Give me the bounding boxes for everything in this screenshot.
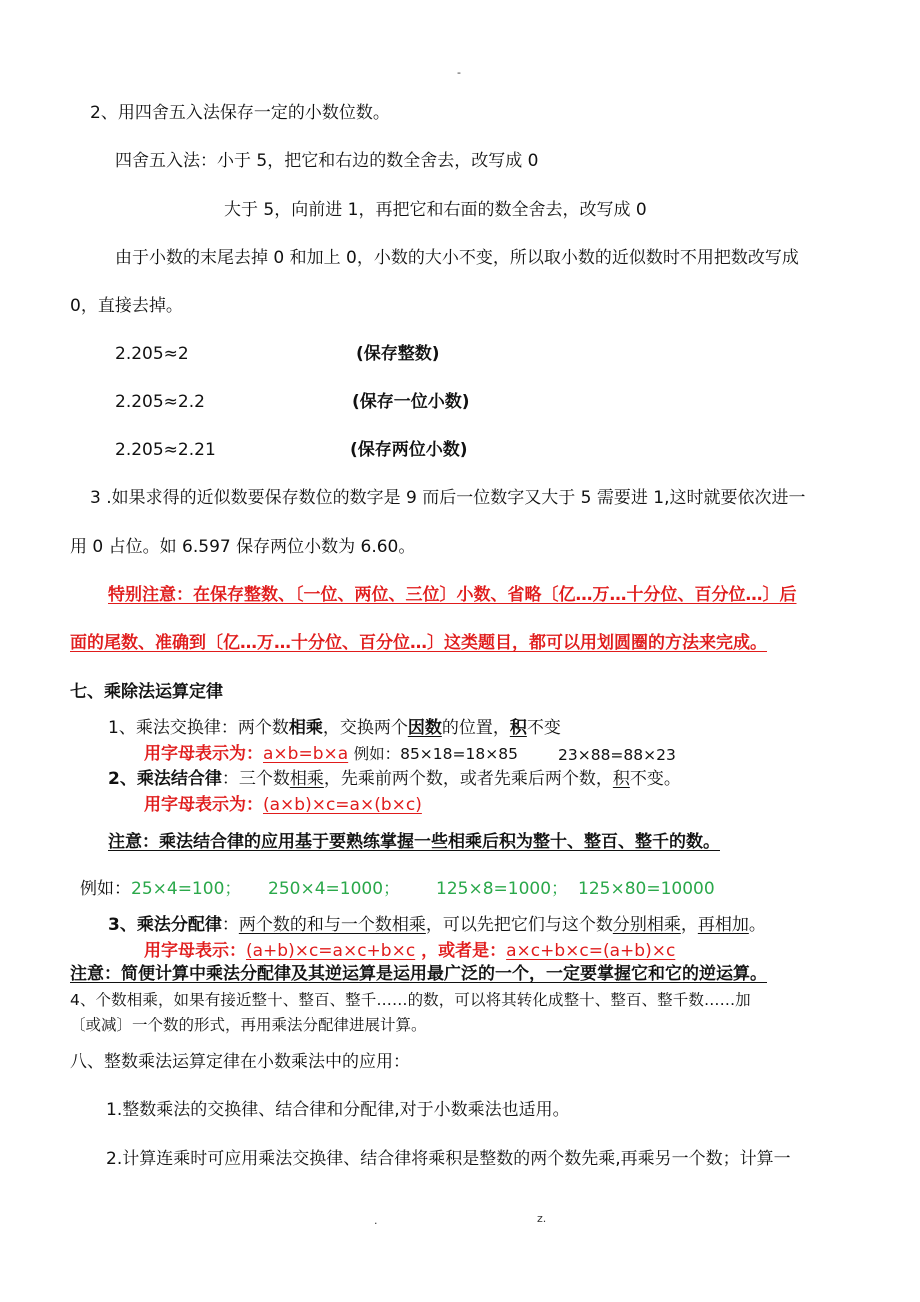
commutative-example-1: 85×18=18×85 [400,745,518,763]
commutative-law: 1、乘法交换律：两个数相乘，交换两个因数的位置，积不变 [108,718,561,738]
example-item: 125×8=1000； [436,879,569,899]
keyword-multiply: 相乘 [288,718,323,738]
commutative-formula-row [144,743,518,765]
commutative-law-name: 1、乘法交换律 [108,718,221,738]
associative-note: 注意：乘法结合律的应用基于要熟练掌握一些相乘后积为整十、整百、整千的数。 [108,832,720,852]
distributive-formula-1: (a+b)×c=a×c+b×c [246,941,416,961]
distributive-formula-row [144,940,675,962]
keyword-product: 积 [509,718,527,738]
trailing-zero-line-1: 由于小数的末尾去掉 0 和加上 0，小数的大小不变，所以取小数的近似数时不用把数改写成 [115,248,799,268]
example-expr-3: 2.205≈2.21 [115,440,216,460]
section-8-item-1: 1.整数乘法的交换律、结合律和分配律,对于小数乘法也适用。 [106,1100,570,1120]
example-item: 250×4=1000； [268,879,401,899]
distributive-law: 3、乘法分配律：两个数的和与一个数相乘，可以先把它们与这个数分别相乘，再相加。 [108,915,766,935]
section-7-title: 七、乘除法运算定律 [70,682,223,702]
point-4-line-1: 4、个数相乘，如果有接近整十、整百、整千……的数，可以将其转化成整十、整百、整千数……加 [70,991,751,1009]
example-expr-2: 2.205≈2.2 [115,392,205,412]
footer-right-mark: z. [537,1212,547,1225]
point-4-line-2: 〔或减〕一个数的形式，再用乘法分配律进展计算。 [70,1016,427,1034]
header-mark: - [457,66,461,79]
keyword-multiply-each: 分别相乘 [612,915,681,935]
keyword-sum-times: 两个数的和与一个数相乘 [238,915,426,935]
keyword-then-add: 再相加 [697,915,749,935]
associative-formula: (a×b)×c=a×(b×c) [263,795,422,815]
rule-greater-than-5: 大于 5，向前进 1，再把它和右面的数全舍去，改写成 0 [224,200,647,220]
keyword-product: 积 [612,769,630,789]
special-note-line-1: 特别注意：在保存整数、〔一位、两位、三位〕小数、省略〔亿…万…十分位、百分位…〕后 [108,585,797,605]
point-2-heading: 2、用四舍五入法保存一定的小数位数。 [90,103,390,123]
associative-examples-row [80,878,241,900]
example-expr-1: 2.205≈2 [115,344,189,364]
commutative-formula: a×b=b×a [263,744,349,764]
trailing-zero-line-2: 0，直接去掉。 [70,296,183,316]
associative-formula-row [144,794,422,816]
associative-law: 2、乘法结合律：三个数相乘，先乘前两个数，或者先乘后两个数，积不变。 [108,769,681,789]
commutative-example-2: 23×88=88×23 [558,746,676,764]
formula-label: 用字母表示为： [144,744,263,764]
example-note-2: (保存一位小数) [352,392,470,412]
example-note-3: (保存两位小数) [350,440,468,460]
point-3-line-1: 3 .如果求得的近似数要保存数位的数字是 9 而后一位数字又大于 5 需要进 1,这时就要依次进一 [90,488,806,508]
associative-law-name: 2、乘法结合律 [108,769,222,789]
or-text: ，或者是： [415,941,507,961]
footer-left-mark: . [374,1214,378,1227]
example-label: 例如： [353,745,401,763]
keyword-factor: 因数 [407,718,442,738]
formula-label: 用字母表示为： [144,795,263,815]
example-item: 25×4=100； [131,879,242,899]
point-3-line-2: 用 0 占位。如 6.597 保存两位小数为 6.60。 [70,537,416,557]
special-note-line-2: 面的尾数、准确到〔亿…万…十分位、百分位…〕这类题目，都可以用划圆圈的方法来完成。 [70,633,767,653]
section-8-title: 八、整数乘法运算定律在小数乘法中的应用： [70,1052,410,1072]
rule-less-than-5: 四舍五入法：小于 5，把它和右边的数全舍去，改写成 0 [115,151,539,171]
section-8-item-2: 2.计算连乘时可应用乘法交换律、结合律将乘积是整数的两个数先乘,再乘另一个数；计算一 [106,1149,791,1169]
distributive-law-name: 3、乘法分配律 [108,915,222,935]
formula-label: 用字母表示： [144,941,246,961]
keyword-multiply: 相乘 [289,769,324,789]
example-item: 125×80=10000 [578,879,715,899]
distributive-formula-2: a×c+b×c=(a+b)×c [506,941,676,961]
distributive-note: 注意：简便计算中乘法分配律及其逆运算是运用最广泛的一个，一定要掌握它和它的逆运算。 [70,964,767,984]
example-note-1: (保存整数) [356,344,440,364]
examples-label: 例如： [80,879,131,899]
